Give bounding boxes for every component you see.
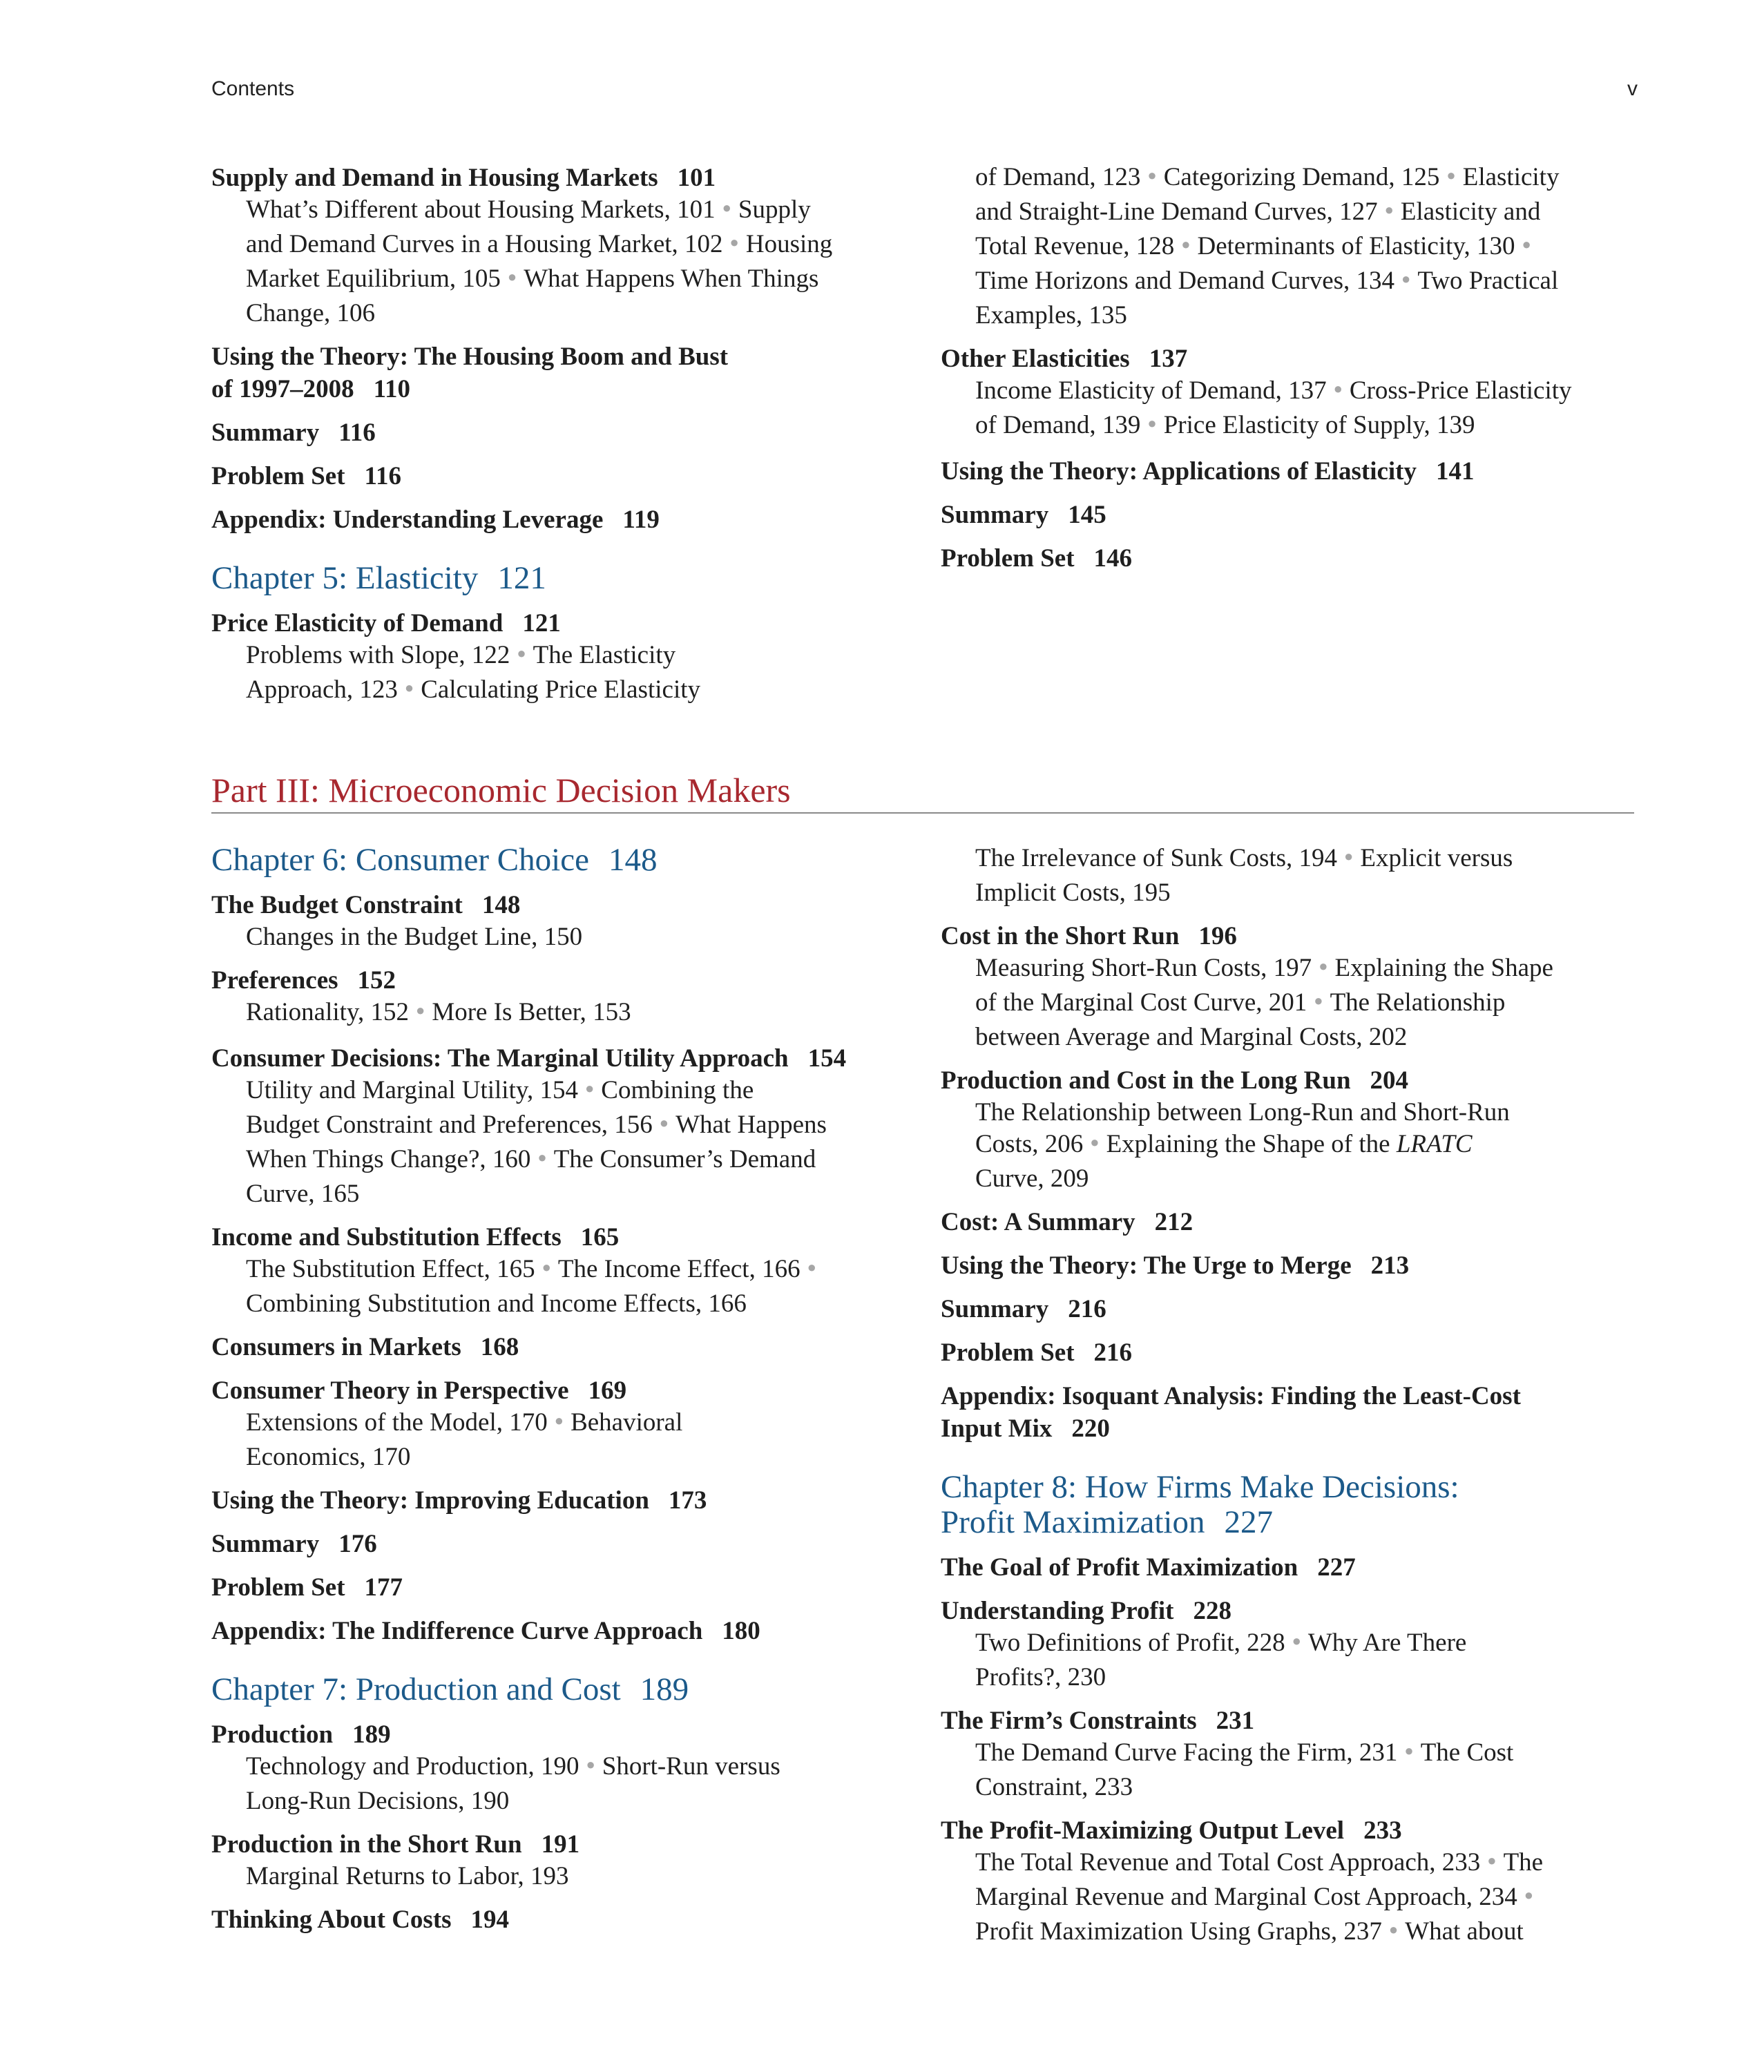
toc-section-heading [211,416,930,449]
toc-section-heading [211,1903,930,1936]
toc-page-number: 231 [1216,1707,1255,1735]
toc-section-heading [211,1615,930,1647]
toc-page-number: 233 [1363,1816,1402,1845]
toc-subtopics [941,1737,1673,1803]
toc-section-heading [941,455,1673,488]
toc-page-number: 177 [364,1573,403,1602]
toc-section-heading [211,1828,930,1861]
toc-page-number: 119 [622,506,660,534]
bullet-separator: ● [1388,1921,1399,1938]
toc-heading-title: Price Elasticity of Demand 121 [211,609,561,637]
toc-heading-title: Thinking About Costs 194 [211,1906,510,1934]
bullet-separator: ● [584,1080,595,1097]
bullet-separator: ● [1487,1852,1497,1869]
bullet-separator: ● [517,644,526,662]
bullet-separator: ● [729,233,739,251]
toc-heading-title: Cost in the Short Run 196 [941,922,1237,950]
toc-subtopics [941,1627,1673,1694]
toc-section-heading [211,1042,930,1075]
toc-subtopic-line: Examples, 135 [975,301,1127,329]
toc-section-heading [941,1206,1673,1238]
toc-subtopic-line: Approach, 123 ● Calculating Price Elasticity [246,675,701,704]
toc-heading-title: The Budget Constraint 148 [211,891,521,919]
toc-heading-title: Consumers in Markets 168 [211,1333,519,1361]
toc-subtopic-line: Curve, 165 [246,1180,360,1208]
toc-subtopic-line: Change, 106 [246,299,376,327]
toc-heading-title: Summary 145 [941,501,1106,529]
toc-subtopics [211,1254,930,1320]
toc-section-heading [211,340,930,405]
toc-heading-title: Summary 176 [211,1530,377,1558]
toc-heading-title: Summary 116 [211,419,376,447]
toc-subtopics [211,1861,930,1892]
toc-section-heading [211,964,930,997]
toc-heading-title: Input Mix 220 [941,1414,1110,1443]
toc-chapter-heading [941,1470,1673,1540]
toc-page-number: 154 [807,1044,847,1073]
toc-subtopic-line: Market Equilibrium, 105 ● What Happens When Things [246,265,819,293]
toc-heading-title: Production and Cost in the Long Run 204 [941,1066,1409,1095]
toc-subtopic-line: The Irrelevance of Sunk Costs, 194 ● Explicit versus [975,844,1513,872]
toc-page-number: 216 [1093,1339,1133,1367]
toc-page-number: 146 [1093,544,1133,573]
toc-subtopics [941,952,1673,1053]
bullet-separator: ● [554,1412,564,1429]
toc-page-number: 110 [373,375,411,403]
toc-heading-title: Using the Theory: Applications of Elasticity 141 [941,457,1475,486]
toc-subtopic-line: The Substitution Effect, 165 ● The Income Effect, 166 ● [246,1254,930,1288]
toc-heading-title: Chapter 6: Consumer Choice 148 [211,842,658,878]
toc-subtopic-line: Total Revenue, 128 ● Determinants of Elasticity, 130 ● [975,231,1673,265]
bullet-separator: ● [659,1114,669,1131]
toc-chapter-heading [211,843,930,878]
toc-heading-title: The Goal of Profit Maximization 227 [941,1553,1356,1582]
toc-page-number: 141 [1436,457,1475,486]
toc-subtopics [211,1075,930,1210]
toc-subtopic-line: The Demand Curve Facing the Firm, 231 ● The Cost [975,1738,1514,1767]
toc-heading-title: Summary 216 [941,1295,1106,1323]
toc-page-number: 204 [1370,1066,1409,1095]
toc-subtopic-line: What’s Different about Housing Markets, 101 ● Supply [246,195,811,224]
toc-subtopics [941,843,1673,909]
toc-subtopic-line: between Average and Marginal Costs, 202 [975,1023,1408,1051]
toc-page-number: 180 [722,1617,760,1645]
bullet-separator: ● [1404,1742,1414,1759]
toc-subtopic-line: Measuring Short-Run Costs, 197 ● Explaining the Shape [975,954,1553,982]
toc-heading-title: Supply and Demand in Housing Markets 101 [211,164,716,192]
toc-subtopics [211,921,930,953]
toc-heading-title: Preferences 152 [211,966,396,995]
toc-subtopic-line: of Demand, 139 ● Price Elasticity of Supply, 139 [975,411,1475,439]
toc-page-number: 121 [497,560,546,596]
toc-subtopics [941,1847,1673,1950]
toc-section-heading [941,1595,1673,1627]
toc-heading-title: Problem Set 216 [941,1339,1133,1367]
toc-page-number: 196 [1198,922,1237,950]
bullet-separator: ● [1333,380,1343,397]
toc-subtopics [211,640,930,709]
toc-column-top-right [941,162,1673,575]
toc-subtopics [941,375,1673,444]
bullet-separator: ● [416,1001,425,1019]
toc-heading-title: Chapter 8: How Firms Make Decisions: [941,1469,1459,1505]
bullet-separator: ● [1090,1133,1100,1151]
toc-subtopic-line: and Straight-Line Demand Curves, 127 ● Elasticity and [975,198,1541,226]
toc-section-heading [941,1551,1673,1584]
toc-heading-title: Chapter 7: Production and Cost 189 [211,1671,689,1707]
toc-heading-title: Understanding Profit 228 [941,1597,1231,1625]
toc-subtopic-line: Curve, 209 [975,1164,1089,1193]
bullet-separator: ● [1314,992,1323,1009]
toc-page-number: 227 [1317,1553,1356,1582]
toc-section-heading [211,1374,930,1407]
toc-page-number: 227 [1224,1504,1273,1540]
toc-page-number: 152 [357,966,396,995]
toc-subtopic-line: Utility and Marginal Utility, 154 ● Combining the [246,1076,754,1104]
toc-subtopic-line: Extensions of the Model, 170 ● Behavioral [246,1408,683,1437]
bullet-separator: ● [1344,847,1354,865]
toc-heading-title: Using the Theory: Improving Education 173 [211,1486,707,1515]
toc-subtopic-line: The Total Revenue and Total Cost Approach, 233 ● The [975,1848,1544,1877]
toc-subtopic-line: The Relationship between Long-Run and Short-Run [975,1098,1510,1126]
toc-heading-title: Using the Theory: The Urge to Merge 213 [941,1251,1410,1280]
toc-section-heading [941,920,1673,952]
toc-page-number: 168 [480,1333,519,1361]
toc-page-number: 194 [470,1906,510,1934]
toc-subtopic-line: of Demand, 123 ● Categorizing Demand, 125 ● Elasticity [975,163,1560,191]
bullet-separator: ● [507,268,517,285]
toc-heading-title: Problem Set 177 [211,1573,403,1602]
toc-section-heading [211,1528,930,1560]
page-number: v [1627,77,1638,100]
bullet-separator: ● [722,199,731,216]
bullet-separator: ● [1181,236,1191,253]
toc-heading-title: Consumer Decisions: The Marginal Utility Approach 154 [211,1044,847,1073]
toc-subtopic-line: Marginal Revenue and Marginal Cost Approach, 234 ● [975,1881,1673,1916]
toc-subtopic-line: Profits?, 230 [975,1663,1106,1691]
toc-section-heading [941,1705,1673,1737]
toc-subtopic-line: Combining Substitution and Income Effects, 166 [246,1289,747,1318]
toc-subtopic-line: Constraint, 233 [975,1773,1133,1801]
toc-page-number: 176 [338,1530,377,1558]
toc-page-number: 148 [608,842,658,878]
toc-heading-title: Income and Substitution Effects 165 [211,1223,620,1251]
toc-page-number: 121 [522,609,561,637]
toc-heading-title: Chapter 5: Elasticity 121 [211,560,546,596]
toc-heading-title: Cost: A Summary 212 [941,1208,1193,1236]
toc-section-heading [211,1331,930,1363]
toc-column-top-left [211,162,930,709]
toc-column-bottom-right [941,843,1673,1950]
toc-subtopic-line: Two Definitions of Profit, 228 ● Why Are There [975,1629,1467,1657]
bullet-separator: ● [537,1149,547,1166]
toc-subtopics [211,1751,930,1817]
toc-section-heading [211,460,930,492]
bullet-separator: ● [586,1756,595,1773]
toc-subtopic-line: Budget Constraint and Preferences, 156 ● What Happens [246,1111,827,1139]
toc-section-heading [211,1571,930,1604]
toc-page-number: 101 [677,164,716,192]
toc-heading-title: Problem Set 146 [941,544,1133,573]
italic-term: LRATC [1396,1130,1473,1158]
toc-heading-title: The Firm’s Constraints 231 [941,1707,1255,1735]
toc-page-number: 169 [588,1376,627,1405]
bullet-separator: ● [1522,236,1531,253]
toc-section-heading [941,1249,1673,1282]
toc-section-heading [941,343,1673,375]
bullet-separator: ● [1147,166,1157,184]
toc-page-number: 189 [640,1671,689,1707]
toc-subtopic-line: and Demand Curves in a Housing Market, 102 ● Housing [246,230,833,258]
toc-page-number: 213 [1370,1251,1410,1280]
toc-subtopics [941,162,1673,332]
toc-subtopic-line: of the Marginal Cost Curve, 201 ● The Relationship [975,988,1506,1017]
toc-page-number: 189 [352,1720,391,1749]
toc-section-heading [941,1814,1673,1847]
toc-page-number: 116 [338,419,376,447]
toc-page-number: 228 [1193,1597,1231,1625]
toc-subtopic-line: Economics, 170 [246,1443,411,1471]
toc-heading-title: Production in the Short Run 191 [211,1830,580,1859]
toc-section-heading [211,607,930,640]
toc-heading-title: Profit Maximization 227 [941,1504,1273,1540]
bullet-separator: ● [404,679,414,696]
toc-page-number: 216 [1068,1295,1106,1323]
toc-page-number: 148 [481,891,521,919]
toc-column-bottom-left [211,843,930,1936]
toc-subtopic-line: Costs, 206 ● Explaining the Shape of the LRATC [975,1130,1473,1158]
toc-subtopic-line: Changes in the Budget Line, 150 [246,923,583,951]
bullet-separator: ● [1446,166,1456,184]
toc-section-heading [941,1293,1673,1325]
toc-section-heading [211,1221,930,1254]
toc-section-heading [941,1064,1673,1097]
bullet-separator: ● [1384,201,1394,218]
toc-subtopic-line: Implicit Costs, 195 [975,879,1171,907]
toc-section-heading [941,542,1673,575]
toc-section-heading [941,499,1673,531]
toc-subtopic-line: Rationality, 152 ● More Is Better, 153 [246,998,631,1026]
toc-heading-title: Problem Set 116 [211,462,401,490]
toc-subtopics [941,1097,1673,1195]
toc-page-number: 220 [1071,1414,1110,1443]
toc-subtopic-line: When Things Change?, 160 ● The Consumer’s Demand [246,1145,816,1173]
toc-subtopics [211,194,930,329]
toc-subtopic-line: Technology and Production, 190 ● Short-Run versus [246,1752,780,1781]
part-title-rule [211,812,1634,814]
toc-section-heading [211,503,930,536]
part-title: Part III: Microeconomic Decision Makers [211,771,791,809]
toc-chapter-heading [211,561,930,596]
toc-heading-title: Consumer Theory in Perspective 169 [211,1376,627,1405]
toc-heading-title: Using the Theory: The Housing Boom and Bust [211,343,729,371]
toc-section-heading [211,889,930,921]
running-header-left: Contents [211,77,295,100]
toc-subtopic-line: Problems with Slope, 122 ● The Elasticity [246,641,676,669]
toc-subtopic-line: Marginal Returns to Labor, 193 [246,1862,569,1890]
bullet-separator: ● [1147,414,1157,432]
toc-subtopics [211,1407,930,1473]
toc-page-number: 191 [541,1830,580,1859]
toc-page-number: 116 [364,462,401,490]
toc-heading-title: Appendix: Understanding Leverage 119 [211,506,660,534]
toc-heading-title: Appendix: The Indifference Curve Approach 180 [211,1617,760,1645]
toc-subtopic-line: Income Elasticity of Demand, 137 ● Cross-Price Elasticity [975,376,1572,405]
toc-heading-title: of 1997–2008 110 [211,375,411,403]
toc-subtopics [211,997,930,1031]
toc-section-heading [941,1336,1673,1369]
toc-subtopic-line: Time Horizons and Demand Curves, 134 ● Two Practical [975,267,1559,295]
bullet-separator: ● [1319,957,1328,975]
toc-chapter-heading [211,1672,930,1707]
bullet-separator: ● [1292,1632,1301,1649]
toc-heading-title: Other Elasticities 137 [941,345,1188,373]
toc-section-heading [211,1718,930,1751]
toc-section-heading [941,1380,1673,1445]
bullet-separator: ● [807,1258,816,1276]
toc-heading-title: The Profit-Maximizing Output Level 233 [941,1816,1402,1845]
toc-section-heading [211,162,930,194]
toc-heading-title: Appendix: Isoquant Analysis: Finding the Least-Cost [941,1382,1521,1410]
toc-heading-title: Production 189 [211,1720,391,1749]
toc-page-number: 145 [1068,501,1106,529]
bullet-separator: ● [541,1258,551,1276]
toc-subtopic-line: Profit Maximization Using Graphs, 237 ● What about [975,1917,1524,1946]
toc-subtopic-line: Long-Run Decisions, 190 [246,1787,510,1815]
toc-page-number: 212 [1154,1208,1193,1236]
toc-section-heading [211,1484,930,1517]
toc-page-number: 137 [1149,345,1188,373]
toc-page-number: 165 [580,1223,620,1251]
bullet-separator: ● [1401,270,1411,287]
bullet-separator: ● [1524,1886,1534,1903]
toc-page-number: 173 [668,1486,707,1515]
